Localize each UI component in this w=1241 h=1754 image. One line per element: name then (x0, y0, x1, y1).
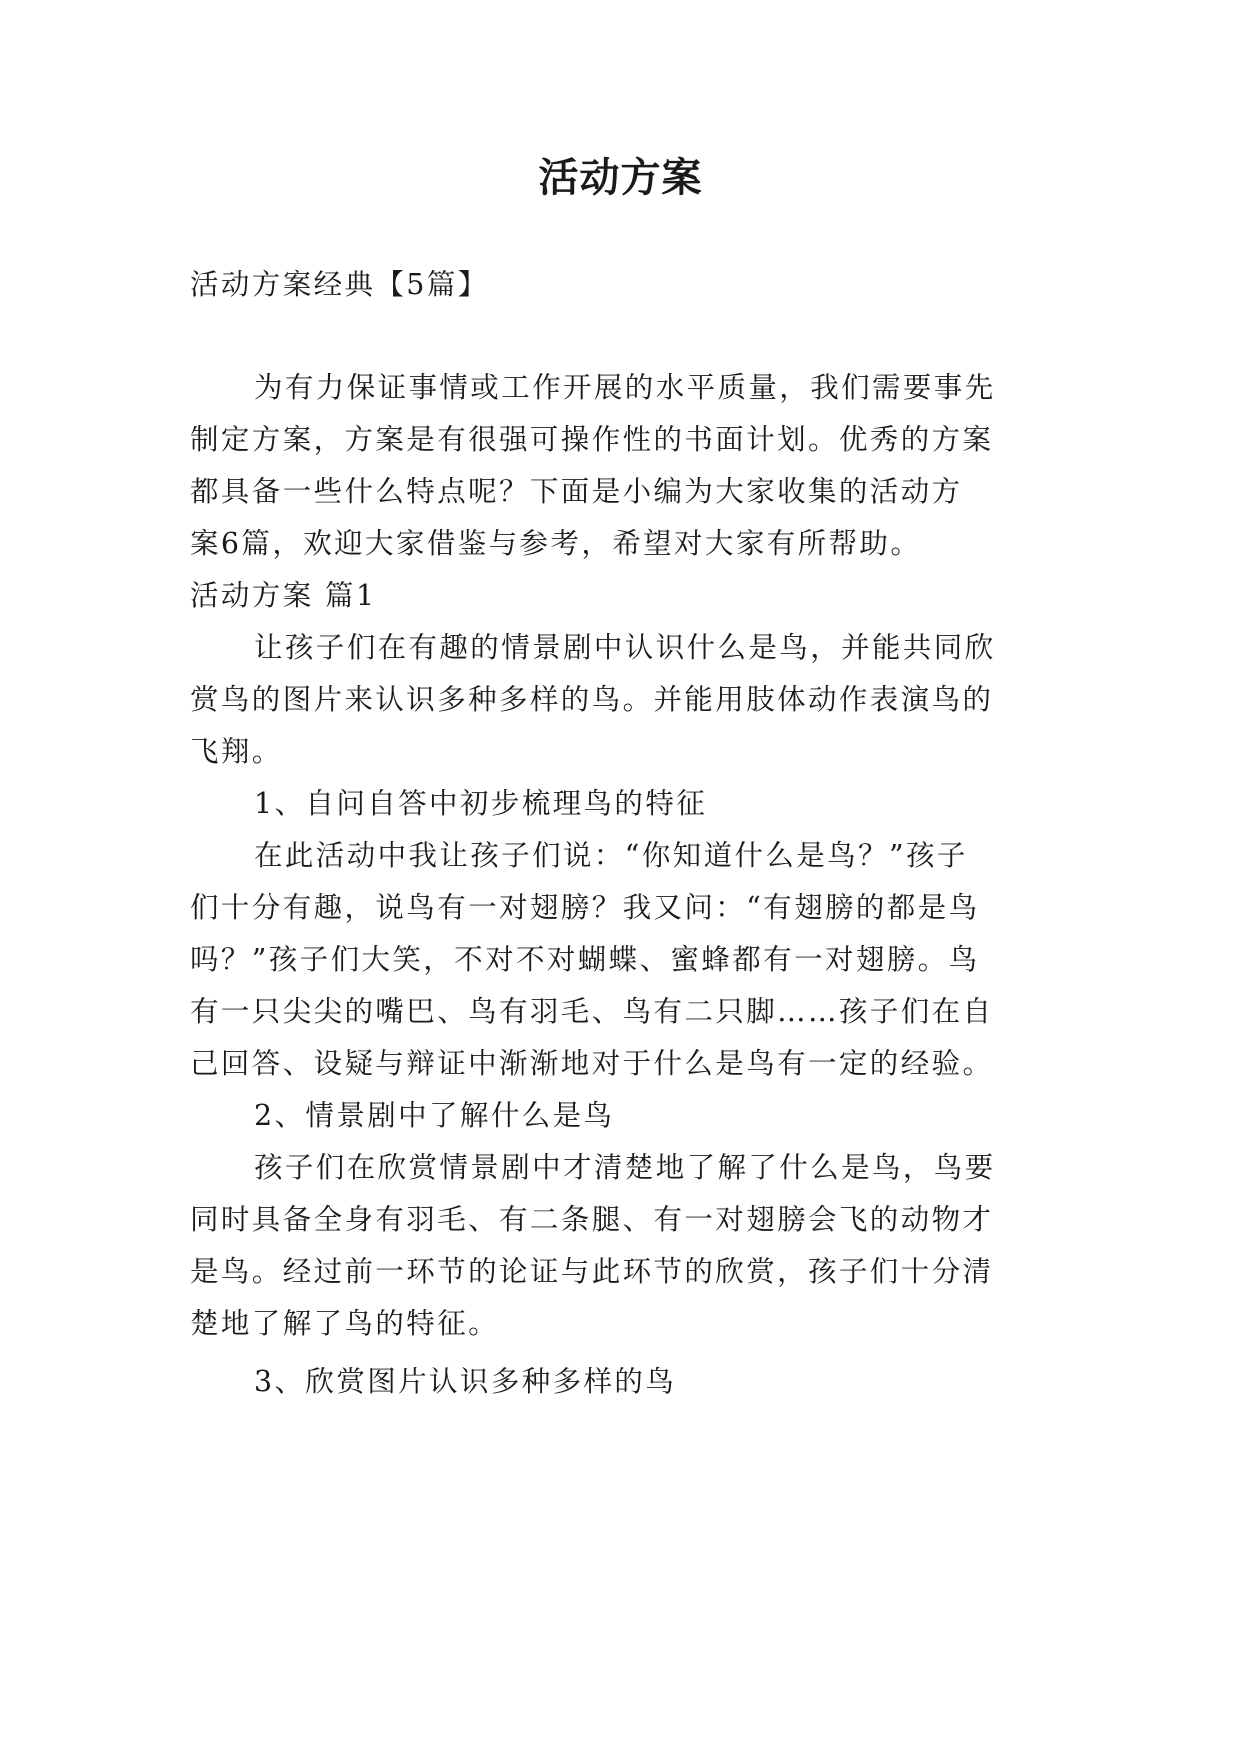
paragraph-line: 孩子们在欣赏情景剧中才清楚地了解了什么是鸟，鸟要 (254, 1151, 996, 1184)
item-heading: 3、欣赏图片认识多种多样的鸟 (254, 1365, 677, 1398)
paragraph-line: 飞翔。 (190, 735, 283, 768)
page-title: 活动方案 (538, 155, 703, 201)
paragraph-line: 吗？”孩子们大笑，不对不对蝴蝶、蜜蜂都有一对翅膀。鸟 (190, 943, 980, 976)
paragraph-line: 有一只尖尖的嘴巴、鸟有羽毛、鸟有二只脚……孩子们在自 (190, 995, 994, 1028)
paragraph-line: 赏鸟的图片来认识多种多样的鸟。并能用肢体动作表演鸟的 (190, 683, 994, 716)
intro-line: 制定方案，方案是有很强可操作性的书面计划。优秀的方案 (190, 423, 994, 456)
item-heading: 2、情景剧中了解什么是鸟 (254, 1099, 615, 1132)
paragraph-line: 让孩子们在有趣的情景剧中认识什么是鸟，并能共同欣 (254, 631, 996, 664)
intro-line: 为有力保证事情或工作开展的水平质量，我们需要事先 (254, 371, 996, 404)
paragraph-line: 是鸟。经过前一环节的论证与此环节的欣赏，孩子们十分清 (190, 1255, 994, 1288)
item-heading: 1、自问自答中初步梳理鸟的特征 (254, 787, 708, 820)
intro-line: 案6篇，欢迎大家借鉴与参考，希望对大家有所帮助。 (190, 527, 922, 560)
document-subtitle: 活动方案经典【5篇】 (190, 268, 489, 301)
intro-line: 都具备一些什么特点呢？下面是小编为大家收集的活动方 (190, 475, 963, 508)
paragraph-line: 同时具备全身有羽毛、有二条腿、有一对翅膀会飞的动物才 (190, 1203, 994, 1236)
paragraph-line: 们十分有趣，说鸟有一对翅膀？我又问：“有翅膀的都是鸟 (190, 891, 980, 924)
paragraph-line: 在此活动中我让孩子们说：“你知道什么是鸟？”孩子 (254, 839, 968, 872)
section-heading: 活动方案 篇1 (190, 579, 377, 612)
paragraph-line: 己回答、设疑与辩证中渐渐地对于什么是鸟有一定的经验。 (190, 1047, 994, 1080)
paragraph-line: 楚地了解了鸟的特征。 (190, 1307, 500, 1340)
